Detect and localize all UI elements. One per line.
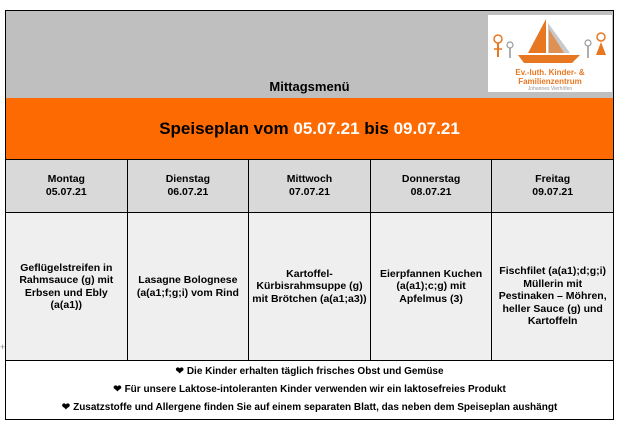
day-name: Mittwoch [286, 173, 333, 185]
meal-tuesday [128, 213, 250, 360]
day-header-wednesday [249, 160, 371, 212]
meal-row [6, 213, 613, 361]
weekday-header-row [6, 159, 613, 213]
note-text: Für unsere Laktose-intoleranten Kinder verwenden wir ein laktosefreies Produkt [124, 384, 506, 395]
meal-monday [6, 213, 128, 360]
notes-section [6, 363, 613, 417]
heart-icon: ❤ [61, 402, 71, 413]
logo-boat-family-icon [488, 15, 612, 67]
heart-icon: ❤ [113, 384, 122, 395]
day-date: 07.07.21 [289, 185, 330, 198]
meal-wednesday [249, 213, 371, 360]
meal-text: Geflügelstreifen in Rahmsauce (g) mit Erbsen und Ebly (a(a1)) [19, 261, 114, 311]
day-header-thursday [371, 160, 493, 212]
logo-subtitle: Johannes Vierhöfen [527, 86, 573, 92]
note-item [6, 399, 613, 417]
day-name: Dienstag [165, 173, 211, 185]
day-date: 05.07.21 [45, 185, 87, 198]
page-title: Mittagsmenü [269, 79, 350, 94]
date-range-banner [6, 98, 613, 159]
meal-text: Fischfilet (a(a1);d;g;i) Müllerin mit Pestinaken – Möhren, heller Sauce (g) und Kartoffeln [498, 265, 607, 327]
day-header-monday [6, 160, 128, 212]
day-date: 06.07.21 [167, 185, 209, 198]
row-resize-handle[interactable]: + [0, 342, 6, 352]
menu-header [6, 11, 613, 98]
day-date: 09.07.21 [532, 185, 574, 198]
banner-prefix: Speiseplan vom [159, 119, 289, 138]
logo-name: Ev.-luth. Kinder- & Familienzentrum [515, 68, 585, 86]
meal-text: Lasagne Bolognese (a(a1;f;g;i) vom Rind [136, 274, 239, 299]
menu-sheet [5, 10, 614, 420]
meal-thursday [371, 213, 493, 360]
day-date: 08.07.21 [410, 185, 452, 198]
day-name: Donnerstag [401, 173, 461, 185]
meal-text: Eierpfannen Kuchen (a(a1);c;g) mit Apfelmus (3) [380, 267, 483, 305]
note-text: Zusatzstoffe und Allergene finden Sie auf einem separaten Blatt, das neben dem Speiseplan aushängt [73, 402, 558, 413]
banner-middle: bis [364, 119, 389, 138]
day-header-friday [492, 160, 613, 212]
note-item [6, 363, 613, 381]
note-text: Die Kinder erhalten täglich frisches Obst und Gemüse [186, 366, 444, 377]
meal-friday [492, 213, 613, 360]
note-item [6, 381, 613, 399]
heart-icon: ❤ [175, 366, 184, 377]
banner-end-date: 09.07.21 [393, 119, 460, 138]
day-name: Freitag [535, 173, 571, 185]
day-header-tuesday [128, 160, 250, 212]
meal-text: Kartoffel-Kürbisrahmsuppe (g) mit Brötchen (a(a1;a3)) [252, 267, 367, 305]
day-name: Montag [47, 173, 85, 185]
banner-start-date: 05.07.21 [293, 119, 360, 138]
